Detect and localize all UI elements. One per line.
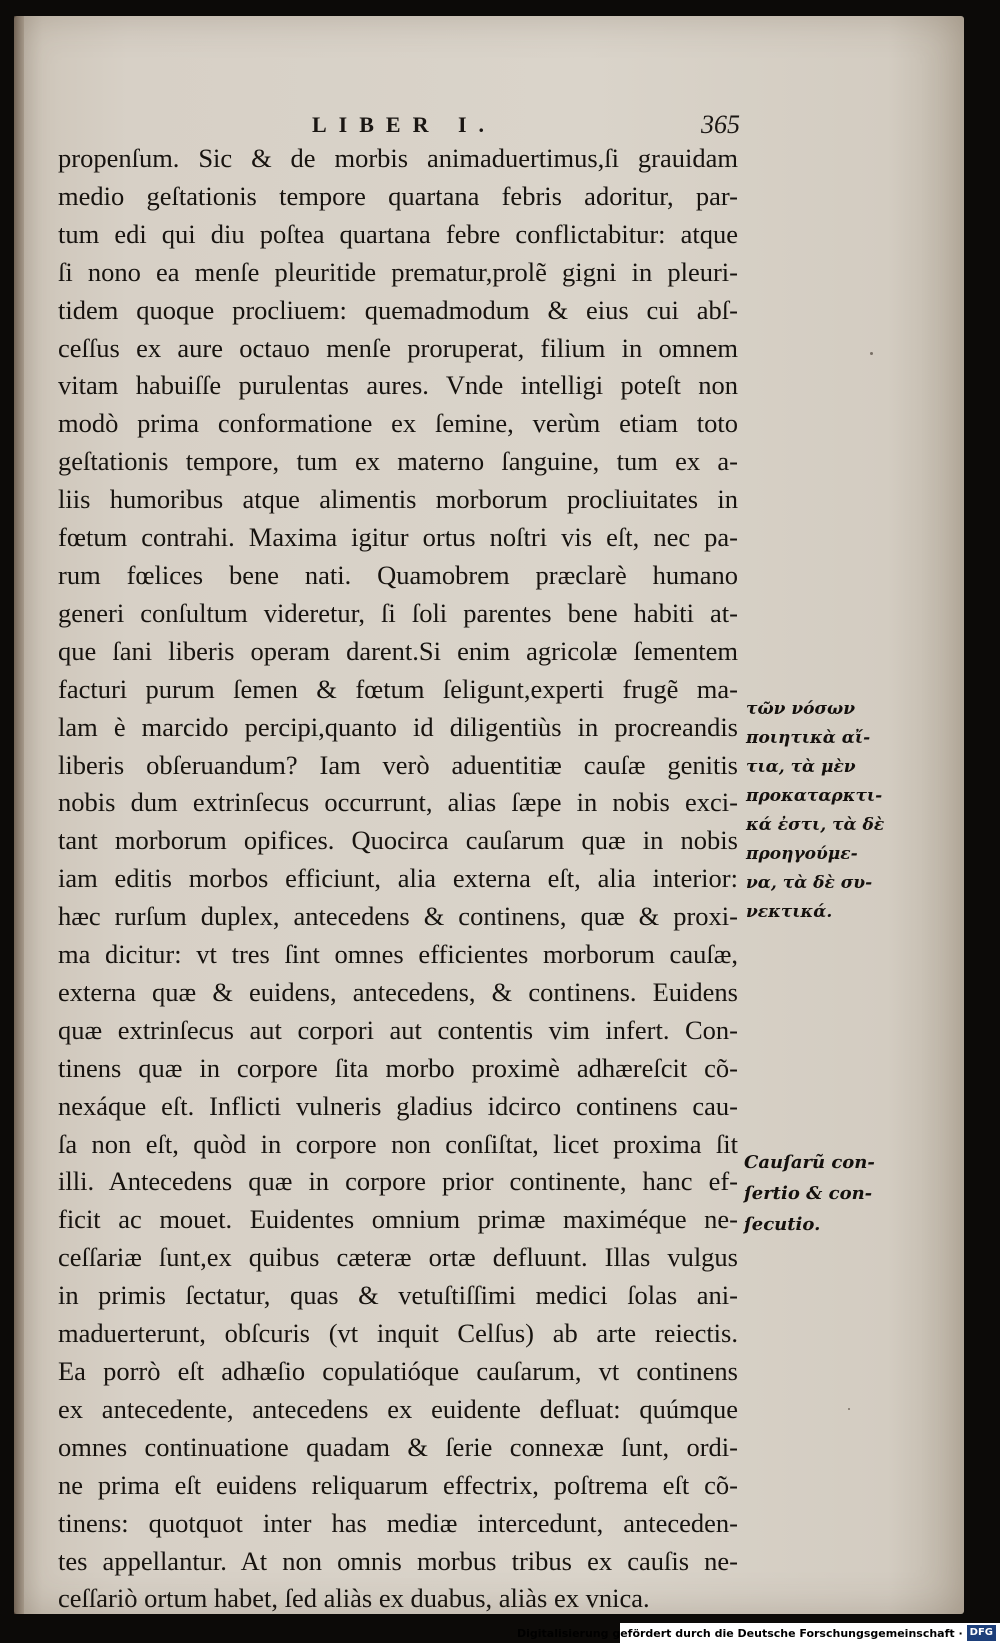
digitization-footer bbox=[516, 1623, 1000, 1643]
latin-margin-note bbox=[744, 1147, 875, 1240]
text-line: iam editis morbos efficiunt, alia externa eſt, alia interior: bbox=[58, 863, 738, 894]
text-line: generi conſultum videretur, ſi ſoli parentes bene habiti at- bbox=[58, 597, 738, 628]
text-line: in primis ſectatur, quas & vetuſtiſſimi medici ſolas ani- bbox=[58, 1280, 738, 1311]
margin-note-line: ποιητικὰ αἴ- bbox=[746, 728, 871, 748]
text-line: ceſſariæ ſunt,ex quibus cæteræ ortæ defluunt. Illas vulgus bbox=[58, 1242, 738, 1273]
dfg-logo: DFG bbox=[967, 1625, 996, 1641]
text-line: liberis obſeruandum? Iam verò aduentitiæ cauſæ genitis bbox=[58, 749, 738, 780]
main-text-block bbox=[58, 140, 738, 1618]
text-line: hæc rurſum duplex, antecedens & continens, quæ & proxi- bbox=[58, 901, 738, 932]
text-line: ceſſus ex aure octauo menſe proruperat, filium in omnem bbox=[58, 332, 738, 363]
margin-note-line: ſecutio. bbox=[744, 1214, 821, 1235]
text-line: quæ extrinſecus aut corpori aut contentis vim infert. Con- bbox=[58, 1014, 738, 1045]
text-line: liis humoribus atque alimentis morborum procliuitates in bbox=[58, 484, 738, 515]
text-line: geſtationis tempore, tum ex materno ſanguine, tum ex a- bbox=[58, 446, 738, 477]
margin-note-line: τια, τὰ μὲν bbox=[746, 757, 856, 777]
margin-note-line: προηγούμε- bbox=[746, 844, 858, 864]
text-line: fœtum contrahi. Maxima igitur ortus noſtri vis eſt, nec pa- bbox=[58, 522, 738, 553]
text-line: ex antecedente, antecedens ex euidente defluat: quúmque bbox=[58, 1393, 738, 1424]
margin-note-line: κά ἐστι, τὰ δὲ bbox=[746, 815, 885, 835]
footer-credit: Digitalisierung gefördert durch die Deutsche Forschungsgemeinschaft · bbox=[516, 1626, 963, 1640]
margin-note-line: να, τὰ δὲ συ- bbox=[746, 873, 873, 893]
text-line: tant morborum opifices. Quocirca cauſarum quæ in nobis bbox=[58, 825, 738, 856]
margin-note-line: τῶν νόσων bbox=[746, 699, 855, 719]
text-line: tinens quæ in corpore ſita morbo proximè adhæreſcit cõ- bbox=[58, 1052, 738, 1083]
margin-note-line: νεκτικά. bbox=[746, 902, 833, 922]
paper-fleck bbox=[848, 1408, 850, 1410]
text-line: ficit ac mouet. Euidentes omnium primæ maximéque ne- bbox=[58, 1204, 738, 1235]
text-line: medio geſtationis tempore quartana febris adoritur, par- bbox=[58, 180, 738, 211]
text-line: ſa non eſt, quòd in corpore non conſiſtat, licet proxima ſit bbox=[58, 1128, 738, 1159]
text-line: ſi nono ea menſe pleuritide prematur,prolẽ gigni in pleuri- bbox=[58, 256, 738, 287]
paper-fleck bbox=[870, 352, 873, 355]
text-line: Ea porrò eſt adhæſio copulatióque cauſarum, vt continens bbox=[58, 1356, 738, 1386]
text-line: modò prima conformatione ex ſemine, verùm etiam toto bbox=[58, 408, 738, 439]
text-line: lam è marcido percipi,quanto id diligentiùs in procreandis bbox=[58, 711, 738, 742]
text-line: rum fœlices bene nati. Quamobrem præclarè humano bbox=[58, 559, 738, 590]
page-gutter-shadow bbox=[14, 16, 24, 1614]
text-line: tes appellantur. At non omnis morbus tribus ex cauſis ne- bbox=[58, 1545, 738, 1576]
text-line: tum edi qui diu poſtea quartana febre conflictabitur: atque bbox=[58, 218, 738, 249]
text-line: facturi purum ſemen & fœtum ſeligunt,experti frugẽ ma- bbox=[58, 673, 738, 704]
margin-note-line: ſertio & con- bbox=[744, 1183, 873, 1204]
margin-note-line: προκαταρκτι- bbox=[746, 786, 883, 806]
text-line: nexáque eſt. Inflicti vulneris gladius idcirco continens cau- bbox=[58, 1090, 738, 1121]
text-line: nobis dum extrinſecus occurrunt, alias ſæpe in nobis exci- bbox=[58, 787, 738, 818]
text-line: que ſani liberis operam darent.Si enim agricolæ ſementem bbox=[58, 635, 738, 666]
page-number: 365 bbox=[701, 110, 740, 139]
text-line: ne prima eſt euidens reliquarum effectrix, poſtrema eſt cõ- bbox=[58, 1469, 738, 1500]
text-line: propenſum. Sic & de morbis animaduertimus,ſi grauidam bbox=[58, 143, 738, 173]
text-line: vitam habuiſſe purulentas aures. Vnde intelligi poteſt non bbox=[58, 370, 738, 401]
text-line: omnes continuatione quadam & ſerie connexæ ſunt, ordi- bbox=[58, 1431, 738, 1462]
text-line: illi. Antecedens quæ in corpore prior continente, hanc ef- bbox=[58, 1166, 738, 1197]
text-line: ceſſariò ortum habet, ſed aliàs ex duabus, aliàs ex vnica. bbox=[58, 1583, 650, 1614]
text-line: tinens: quotquot inter has mediæ intercedunt, anteceden- bbox=[58, 1507, 738, 1538]
text-line: tidem quoque procliuem: quemadmodum & eius cui abſ- bbox=[58, 294, 738, 325]
text-line: ma dicitur: vt tres ſint omnes efficientes morborum cauſæ, bbox=[58, 939, 738, 970]
margin-note-line: Cauſarũ con- bbox=[744, 1152, 875, 1173]
running-title: LIBER I. bbox=[312, 112, 497, 137]
text-line: maduerterunt, obſcuris (vt inquit Celſus) ab arte reiectis. bbox=[58, 1318, 738, 1349]
text-line: externa quæ & euidens, antecedens, & continens. Euidens bbox=[58, 976, 738, 1007]
greek-margin-note bbox=[746, 695, 884, 927]
